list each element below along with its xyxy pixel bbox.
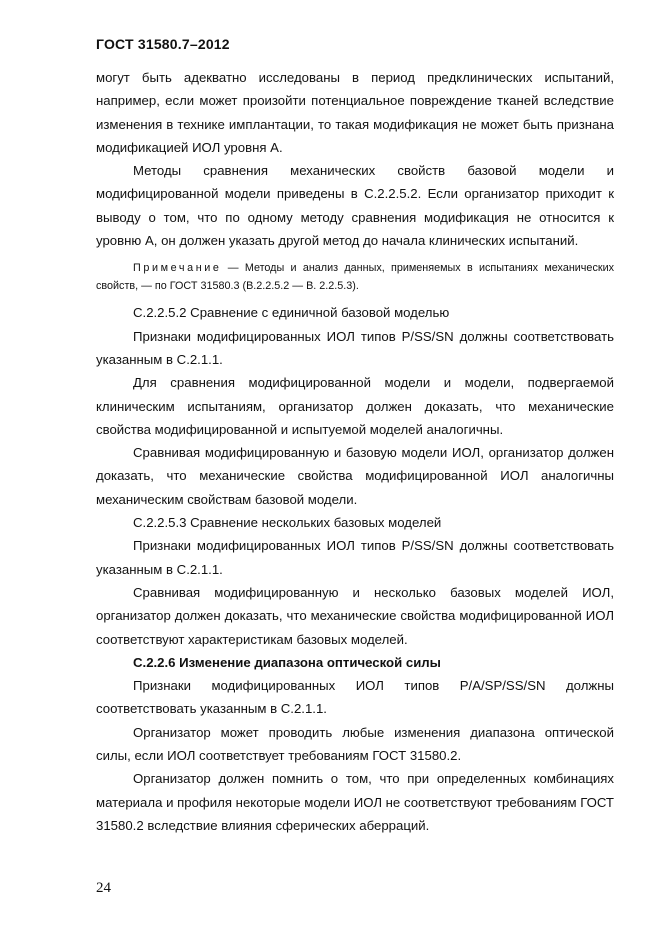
note xyxy=(96,259,614,295)
paragraph: Сравнивая модифицированную и несколько базовых моделей ИОЛ, организатор должен доказать, что механические свойства модифицированной ИОЛ соответствуют характеристикам базовых моделей. xyxy=(96,584,614,647)
paragraph: Признаки модифицированных ИОЛ типов P/SS/SN должны соответствовать указанным в С.2.1.1. xyxy=(96,328,614,367)
document-header: ГОСТ 31580.7–2012 xyxy=(96,36,230,52)
paragraph: Организатор должен помнить о том, что при определенных комбинациях материала и профиля некоторые модели ИОЛ не соответствуют требованиям ГОСТ 31580.2 вследствие влияния сферических аберраций. xyxy=(96,771,614,833)
paragraph: Признаки модифицированных ИОЛ типов P/A/SP/SS/SN должны соответствовать указанным в С.2.1.1. xyxy=(96,678,614,717)
paragraph: Методы сравнения механических свойств базовой модели и модифицированной модели приведены в С.2.2.5.2. Если организатор приходит к выводу о том, что по одному методу сравнения модификация не относится к уровню А, он должен указать другой метод до начала клинических испытаний. xyxy=(96,163,614,249)
page-number: 24 xyxy=(96,880,111,896)
paragraph: Организатор может проводить любые изменения диапазона оптической силы, если ИОЛ соответствует требованиям ГОСТ 31580.2. xyxy=(96,724,614,764)
section-heading: С.2.2.5.2 Сравнение с единичной базовой моделью xyxy=(133,305,450,321)
paragraph: Сравнивая модифицированную и базовую модели ИОЛ, организатор должен доказать, что механические свойства модифицированной ИОЛ аналогичны механическим свойствам базовой модели. xyxy=(96,445,614,507)
paragraph: могут быть адекватно исследованы в период предклинических испытаний, например, если может произойти потенциальное повреждение тканей вследствие изменения в технике имплантации, то такая модификация не может быть признана модификацией ИОЛ уровня А. xyxy=(96,70,614,155)
section-heading: С.2.2.6 Изменение диапазона оптической силы xyxy=(133,654,441,670)
paragraph: Признаки модифицированных ИОЛ типов P/SS/SN должны соответствовать указанным в С.2.1.1. xyxy=(96,538,614,577)
section-heading: С.2.2.5.3 Сравнение нескольких базовых моделей xyxy=(133,515,442,531)
note-text: — Методы и анализ данных, применяемых в испытаниях механических свойств, — по ГОСТ 31580.3 (В.2.2.5.2 — В. 2.2.5.3). xyxy=(96,262,614,293)
paragraph: Для сравнения модифицированной модели и модели, подвергаемой клиническим испытаниям, организатор должен доказать, что механические свойства модифицированной и испытуемой моделей аналогичны. xyxy=(96,375,614,437)
note-label: Примечание xyxy=(133,262,222,275)
body-text xyxy=(96,66,614,837)
